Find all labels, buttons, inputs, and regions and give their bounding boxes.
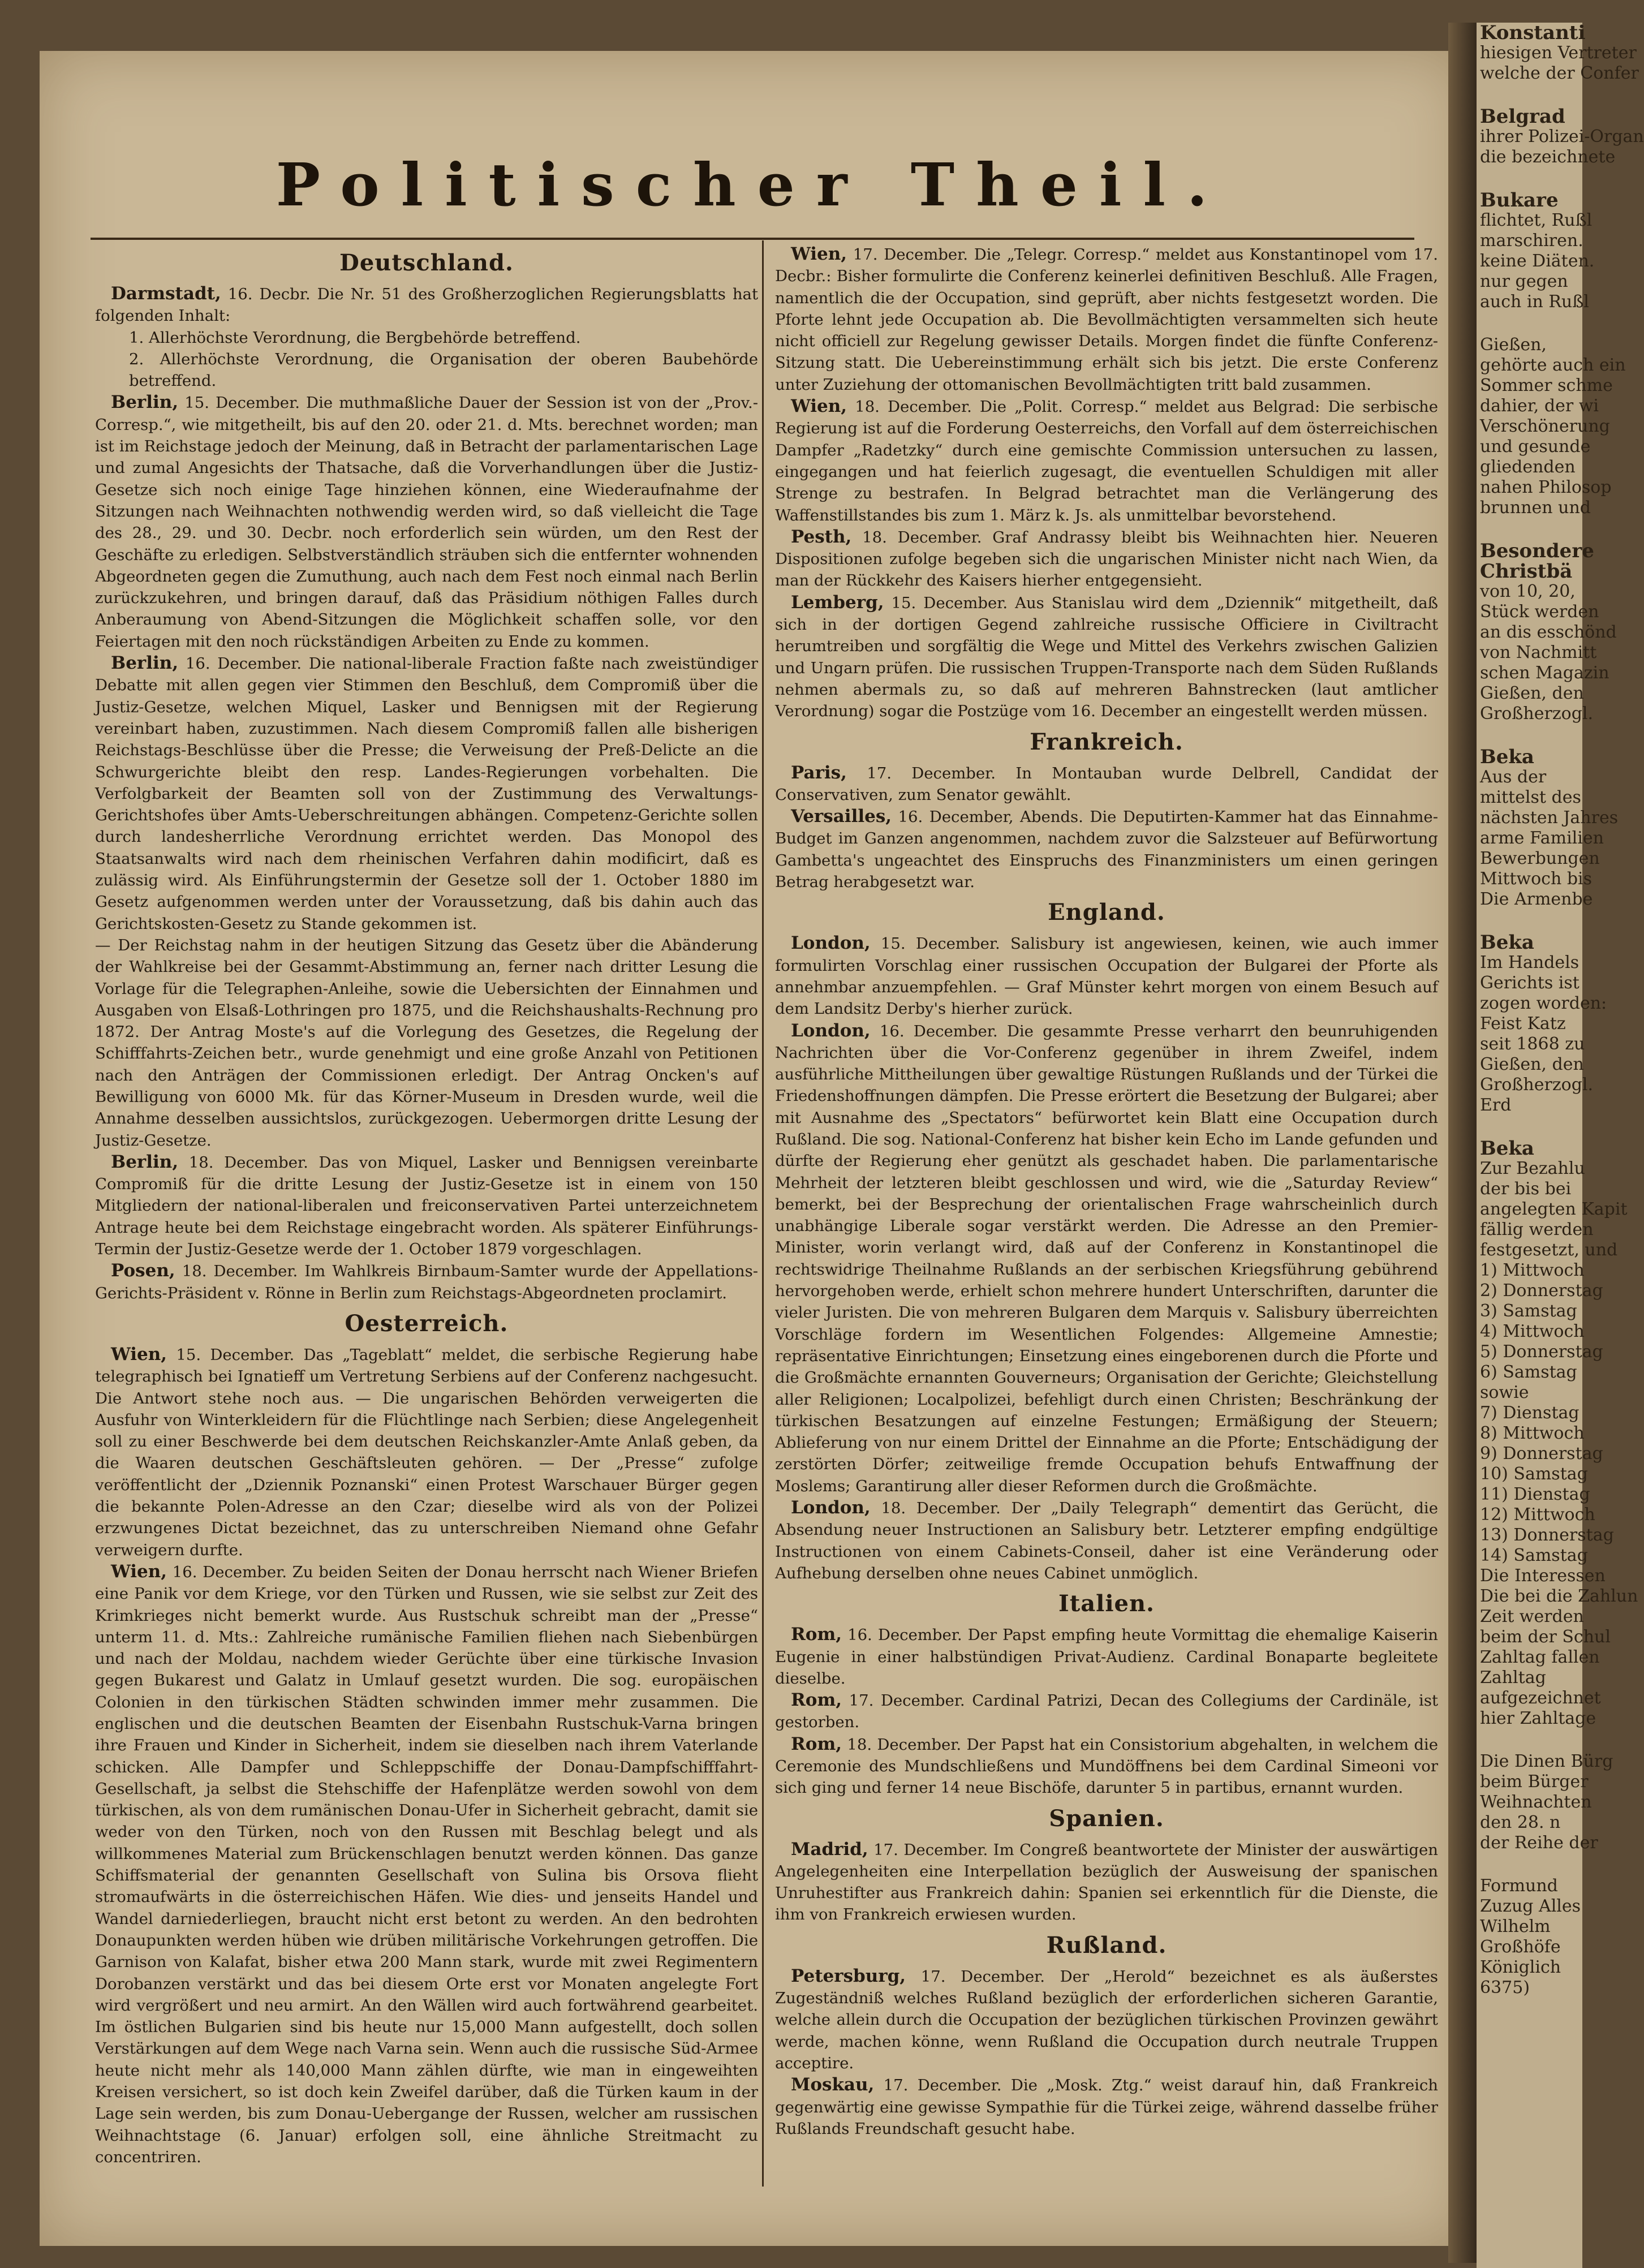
article-text: 16. December. Die national-liberale Fraction faßte nach zweistündiger Debatte mit allen gegen vier Stimmen den Beschluß, dem Compromiß über die Justiz-Gesetze, welchen Miquel, Lasker und Bennigsen mit der Regierung vereinbart haben, zuzustimmen. Nach diesem Compromiß fallen alle bisherigen Reichstags-Beschlüsse über die Presse; die Verweisung der Preß-Delicte an die Schwurgerichte bleibt den resp. Landes-Regierungen vorbehalten. Die Verfolgbarkeit der Beamten soll von der Zustimmung des Verwaltungs-Gerichtshofes über Amts-Ueberschreitungen abhängen. Competenz-Gerichte sollen durch landesherrliche Verordnung errichtet werden. Das Monopol des Staatsanwalts wird nach dem rheinischen Verfahren dahin modificirt, daß es zulässig wird. Als Einführungstermin der Gesetze soll der 1. October 1880 im Gesetz aufgenommen werden unter der Voraussetzung, daß bis dahin auch das Gerichtskosten-Gesetz zu Stande gekommen ist. [95,655,758,933]
adjacent-page-text: Aus der [1480,767,1547,787]
article-text: 16. December. Zu beiden Seiten der Donau herrscht nach Wiener Briefen eine Panik vor dem Kriege, vor den Türken und Russen, wie sie selbst zur Zeit des Krimkrieges nicht bemerkt wurde. Aus Rustschuk schreibt man der „Presse“ unterm 11. d. Mts.: Zahlreiche rumänische Familien fliehen nach Siebenbürgen und nach der Moldau, nachdem wieder Gerüchte über eine türkische Invasion gegen Bukarest und Galatz in Umlauf gesetzt wurden. Die sog. europäischen Colonien in den türkischen Städten schwinden immer mehr zusammen. Die englischen und die deutschen Beamten der Eisenbahn Rustschuk-Varna bringen ihre Frauen und Kinder in Sicherheit, indem sie dieselben nach ihrem Vaterlande schicken. Alle Dampfer und Schleppschiffe der Donau-Dampfschifffahrt-Gesellschaft, ja selbst die Stehschiffe der Hafenplätze werden sowohl von dem türkischen, als von dem rumänischen Donau-Ufer in Sicherheit gebracht, damit sie weder von den Türken, noch von den Russen mit Beschlag belegt und als willkommenes Material zum Brückenschlagen benutzt werden können. Das ganze Schiffsmaterial der genannten Gesellschaft von Sulina bis Orsova flieht stromaufwärts in die österreichischen Häfen. Wie dies- und jenseits Handel und Wandel darniederliegen, braucht nicht erst betont zu werden. An den bedrohten Donaupunkten werden hüben wie drüben militärische Vorkehrungen getroffen. Die Garnison von Kalafat, bisher etwa 200 Mann stark, wurde mit zwei Regimentern Dorobanzen verstärkt und das bei diesem Orte erst vor Monaten angelegte Fort wird vergrößert und neu armirt. An den Wällen wird auch fortwährend gearbeitet. Im östlichen Bulgarien sind bis heute nur 15,000 Mann aufgestellt, doch sollen Verstärkungen auf dem Wege nach Varna sein. Wenn auch die russische Süd-Armee heute nicht mehr als 140,000 Mann zählen dürfte, wie man in eingeweihten Kreisen versichert, so ist doch kein Zweifel darüber, daß die Türken kaum in der Lage sein werden, bis zum Donau-Uebergange der Russen, welcher am russischen Weihnachtstage (6. Januar) erfolgen soll, eine ähnliche Streitmacht zu concentriren. [95,1563,758,2166]
dateline-place: Darmstadt, [111,283,221,304]
adjacent-page-text: seit 1868 zu [1480,1034,1585,1054]
adjacent-page-text: von 10, 20, [1480,582,1576,601]
dateline-place: Paris, [791,762,847,783]
adjacent-page-text: 13) Donnerstag [1480,1525,1614,1545]
article-paragraph [775,526,1438,592]
adjacent-page-text: Gerichts ist [1480,973,1580,993]
article-paragraph [95,1561,758,2168]
adjacent-page-text: ihrer Polizei-Organ [1480,127,1644,147]
adjacent-page-text: zogen worden: [1480,993,1607,1013]
article-text: 17. December. Der „Herold“ bezeichnet es als äußerstes Zugeständniß welches Rußland bezüglich der erforderlichen sicheren Garantie, welche allein durch die Occupation der bezüglichen türkischen Provinzen gewährt werde, machen könne, wenn Rußland die Occupation durch neutrale Truppen acceptire. [775,1967,1438,2072]
adjacent-page-text: Beka [1480,1137,1534,1160]
article-text: 18. December. Der „Daily Telegraph“ dementirt das Gerücht, die Absendung neuer Instructionen an Salisbury betr. Letzterer empfing endgültige Instructionen von einem Cabinets-Conseil, daher ist eine Veränderung oder Aufhebung derselben ohne neues Cabinet unmöglich. [775,1499,1438,1582]
adjacent-page-text: Zuzug Alles [1480,1896,1581,1916]
adjacent-page-text: schen Magazin [1480,663,1609,683]
article-text: 18. December. Das von Miquel, Lasker und Bennigsen vereinbarte Compromiß für die dritte Lesung der Justiz-Gesetze ist in einem von 150 Mitgliedern der national-liberalen und freiconservativen Partei unterzeichnetem Antrage heute bei dem Reichstage eingebracht worden. Als späterer Einführungs-Termin der Justiz-Gesetze werde der 1. October 1879 vorgeschlagen. [95,1153,758,1259]
dateline-place: Lemberg, [791,592,884,613]
adjacent-page-text: Wilhelm [1480,1917,1551,1936]
adjacent-page-text: Zur Bezahlu [1480,1159,1585,1178]
adjacent-page-text: Beka [1480,931,1534,954]
dateline-place: Rom, [791,1690,842,1711]
adjacent-page-text: Gießen, [1480,335,1547,355]
article-paragraph [95,1260,758,1304]
adjacent-page-text: 4) Mittwoch [1480,1322,1585,1341]
adjacent-page-text: und gesunde [1480,437,1591,457]
article-text: 1. Allerhöchste Verordnung, die Bergbehörde betreffend. [129,328,581,347]
dateline-place: Berlin, [111,1151,179,1172]
adjacent-page-text: Konstanti [1480,21,1586,44]
column-divider [762,240,764,2187]
adjacent-page-text: Bukare [1480,189,1559,212]
adjacent-page-text: Verschönerung [1480,416,1610,436]
section-heading: Frankreich. [1030,728,1183,755]
article-text: 17. December. In Montauban wurde Delbrell, Candidat der Conservativen, zum Senator gewählt. [775,764,1438,804]
adjacent-page-text: Sommer schme [1480,376,1613,395]
adjacent-page-text: Großherzogl. [1480,704,1594,724]
adjacent-page-text: Zeit werden [1480,1607,1584,1626]
article-text: 2. Allerhöchste Verordnung, die Organisation der oberen Baubehörde betreffend. [129,350,758,390]
article-text: 17. December. Cardinal Patrizi, Decan des Collegiums der Cardinäle, ist gestorben. [775,1692,1438,1732]
adjacent-page-text: 10) Samstag [1480,1464,1588,1484]
article-paragraph [775,1497,1438,1584]
adjacent-page-text: flichtet, Rußl [1480,210,1593,230]
left-column [95,243,758,2168]
article-text: 16. December. Die gesammte Presse verharrt den beunruhigenden Nachrichten über die Vor-Conferenz gegenüber in ihrem Zweifel, indem ausführliche Mittheilungen über gewaltige Rüstungen Rußlands und der Türkei die Friedenshoffnungen dämpfen. Die Presse erörtert die Besetzung der Bulgarei; aber mit Ausnahme des „Spectators“ befürwortet kein Blatt eine Occupation durch Rußland. Die sog. National-Conferenz hat bisher kein Echo im Lande gefunden und dürfte der Regierung eher genützt als geschadet haben. Die parlamentarische Mehrheit der letzteren bleibt geschlossen und wird, wie die „Saturday Review“ bemerkt, bei der Besprechung der orientalischen Frage wahrscheinlich durch unabhängige Liberale sogar verstärkt werden. Die Adresse an den Premier-Minister, worin verlangt wird, daß auf der Conferenz in Konstantinopel die rechtswidrige Theilnahme Rußlands an der serbischen Kriegsführung gebührend hervorgehoben werde, erhielt schon mehrere hundert Unterschriften, darunter die vieler Juristen. Die von mehreren Bulgaren dem Marquis v. Salisbury überreichten Vorschläge fordern im Wesentlichen Folgendes: Allgemeine Amnestie; repräsentative Einrichtungen; Einsetzung eines eingeborenen durch die Pforte und die Großmächte ernannten Gouverneurs; Organisation der Gerichte; Gleichstellung aller Religionen; Localpolizei, befehligt durch einen Christen; Beschränkung der türkischen Besatzungen auf einzelne Festungen; Ermäßigung der Steuern; Ablieferung von nur einem Drittel der Einnahme an die Pforte; Entschädigung der zerstörten Dörfer; zeitweilige fremde Occupation behufs Entwaffnung der Moslems; Garantirung aller dieser Reformen durch die Großmächte. [775,1022,1438,1495]
adjacent-page-text: arme Familien [1480,828,1604,848]
article-paragraph [775,762,1438,806]
adjacent-page-text: Erd [1480,1095,1512,1115]
adjacent-page-text: sowie [1480,1383,1529,1402]
adjacent-page-text: keine Diäten. [1480,251,1595,271]
article-paragraph [95,935,758,1151]
adjacent-page-text: Im Handels [1480,953,1580,972]
dateline-place: Versailles, [791,806,892,827]
fragment-gap [1477,1116,1582,1138]
dateline-place: Pesth, [791,526,852,547]
article-text: 15. December. Das „Tageblatt“ meldet, die serbische Regierung habe telegraphisch bei Ignatieff um Vertretung Serbiens auf der Conferenz nachgesucht. Die Antwort stehe noch aus. — Die ungarischen Behörden verweigerten die Ausfuhr von Winterkleidern für die Flüchtlinge nach Serbien; diese Angelegenheit soll zu einer Beschwerde bei dem deutschen Reichskanzler-Amte Anlaß geben, da die Waaren deutschen Geschäftsleuten gehören. — Der „Presse“ zufolge veröffentlicht der „Dziennik Poznanski“ einen Protest Warschauer Bürger gegen die bekannte Polen-Adresse an den Czar; dieselbe wird als von der Polizei erzwungenes Dictat bezeichnet, das zu unterschreiben Niemand ohne Gefahr verweigern durfte. [95,1345,758,1559]
article-paragraph [775,243,1438,395]
adjacent-page-text: mittelst des [1480,787,1581,807]
dateline-place: Wien, [791,396,847,417]
adjacent-page-text: hiesigen Vertreter [1480,43,1637,63]
article-text: 15. December. Die muthmaßliche Dauer der Session ist von der „Prov.-Corresp.“, wie mitgetheilt, bis auf den 20. oder 21. d. Mts. berechnet worden; man ist im Reichstage jedoch der Meinung, daß in Betracht der parlamentarischen Lage und zumal Angesichts der Thatsache, daß die Vorverhandlungen über die Justiz-Gesetze sich noch einige Tage hinziehen können, eine Wiederaufnahme der Sitzungen nach Weihnachten nothwendig werden wird, so daß vielleicht die Tage des 28., 29. und 30. Decbr. noch erforderlich sein würden, um den Rest der Geschäfte zu erledigen. Selbstverständlich sträuben sich die entfernter wohnenden Abgeordneten gegen die Zumuthung, auch nach dem Fest noch einmal nach Berlin zurückzukehren, und bringen darauf, daß das Präsidium nöthigen Falles durch Anberaumung von Abend-Sitzungen die Möglichkeit schaffen solle, vor den Feiertagen mit den noch rückständigen Arbeiten zu Ende zu kommen. [95,394,758,651]
fragment-gap [1477,1853,1582,1876]
adjacent-page-text: Zahltag [1480,1668,1546,1688]
dateline-place: Madrid, [791,1839,868,1860]
adjacent-page-text: gehörte auch ein [1480,355,1626,375]
adjacent-page-text: von Nachmitt [1480,643,1597,662]
article-text: 16. December, Abends. Die Deputirten-Kammer hat das Einnahme-Budget im Ganzen angenommen, nachdem zuvor die Salzsteuer auf Befürwortung Gambetta's ungeachtet des Einspruchs des Finanzministers um einen geringen Betrag herabgesetzt war. [775,808,1438,892]
adjacent-page-text: dahier, der wi [1480,396,1599,416]
adjacent-page-text: hier Zahltage [1480,1708,1596,1728]
adjacent-page-fragment [1477,21,1644,2268]
article-paragraph [775,1020,1438,1497]
article-paragraph [775,1733,1438,1799]
article-text: 15. December. Aus Stanislau wird dem „Dziennik“ mitgetheilt, daß sich in der dortigen Gegend zahlreiche russische Officiere in Civiltracht herumtreiben und sorgfältig die Wege und Mittel des Verkehrs zwischen Galizien und Ungarn prüfen. Die russischen Truppen-Transporte nach dem Süden Rußlands nehmen abermals zu, so daß auf mehreren Bahnstrecken (laut amtlicher Verordnung) sogar die Postzüge vom 16. December an eingestellt werden müssen. [775,593,1438,721]
article-text: 17. December. Im Congreß beantwortete der Minister der auswärtigen Angelegenheiten eine Interpellation bezüglich der Ausweisung der spanischen Unruhestifter aus Frankreich dahin: Spanien sei erkenntlich für die Dienste, die ihm von Frankreich erwiesen wurden. [775,1840,1438,1924]
adjacent-page-text: nahen Philosop [1480,477,1612,497]
adjacent-page-text: Belgrad [1480,105,1565,128]
adjacent-page-text: 6) Samstag [1480,1362,1577,1382]
adjacent-page-text: 6375) [1480,1978,1530,1998]
adjacent-page-text: 2) Donnerstag [1480,1281,1603,1301]
adjacent-page-text: beim Bürger [1480,1772,1589,1792]
dateline-place: Rom, [791,1624,842,1645]
adjacent-page-text: die bezeichnete [1480,147,1616,167]
adjacent-page-text: gliedenden [1480,457,1576,477]
adjacent-page-text: 14) Samstag [1480,1546,1588,1565]
dateline-place: London, [791,1497,871,1518]
adjacent-page-text: 9) Donnerstag [1480,1444,1603,1464]
adjacent-page-text: brunnen und [1480,498,1591,518]
adjacent-page-text: nur gegen [1480,272,1568,291]
adjacent-page-text: aufgezeichnet [1480,1688,1601,1708]
dateline-place: Berlin, [111,392,179,413]
article-paragraph [95,327,758,348]
article-text: 17. December. Die „Telegr. Corresp.“ meldet aus Konstantinopel vom 17. Decbr.: Bisher formulirte die Conferenz keinerlei definitiven Beschluß. Alle Fragen, namentlich die der Occupation, sind geprüft, aber nichts festgesetzt worden. Die Pforte lehnt jede Occupation ab. Die Bevollmächtigten versammelten sich heute nicht officiell zur Regelung gewisser Details. Morgen findet die fünfte Conferenz-Sitzung statt. Die Uebereinstimmung erhält sich bis jetzt. Die erste Conferenz unter Zuziehung der ottomanischen Bevollmächtigten tritt bald zusammen. [775,246,1438,394]
page-title: Politischer Theil. [276,150,1229,220]
article-paragraph [95,652,758,935]
adjacent-page-text: Bewerbungen [1480,849,1600,868]
header-divider [91,238,1414,240]
adjacent-page-text: fällig werden [1480,1220,1594,1240]
adjacent-page-text: der Reihe der [1480,1833,1598,1853]
article-text: 15. December. Salisbury ist angewiesen, keinen, wie auch immer formulirten Vorschlag einer russischen Occupation der Bulgarei der Pforte als annehmbar anzuempfehlen. — Graf Münster kehrt morgen von einem Besuch auf dem Landsitz Derby's hierher zurück. [775,935,1438,1018]
adjacent-page-text: Formund [1480,1876,1558,1896]
adjacent-page-text: der bis bei [1480,1179,1572,1199]
adjacent-page-text: Königlich [1480,1957,1561,1977]
article-paragraph [775,1965,1438,2074]
article-paragraph [775,1689,1438,1733]
fragment-gap [1477,167,1582,190]
adjacent-page-text: Die Dinen Bürg [1480,1751,1613,1771]
article-text: 16. December. Der Papst empfing heute Vormittag die ehemalige Kaiserin Eugenie in einer halbstündigen Privat-Audienz. Cardinal Bonaparte begleitete dieselbe. [775,1626,1438,1688]
dateline-place: Rom, [791,1733,842,1754]
adjacent-page-text: Besondere [1480,540,1594,562]
section-heading: England. [1048,899,1165,926]
article-text: 18. December. Graf Andrassy bleibt bis Weihnachten hier. Neueren Dispositionen zufolge begeben sich die ungarischen Minister nicht nach Wien, da man der Rückkehr des Kaisers hierher entgegensieht. [775,528,1438,590]
section-heading: Italien. [1058,1590,1155,1617]
dateline-place: Berlin, [111,653,179,674]
fragment-gap [1477,518,1582,541]
adjacent-page-text: Die Interessen [1480,1566,1606,1586]
adjacent-page-text: angelegten Kapit [1480,1199,1628,1219]
section-heading: Oesterreich. [345,1310,509,1337]
article-text: 18. December. Die „Polit. Corresp.“ meldet aus Belgrad: Die serbische Regierung ist auf die Forderung Oesterreichs, den Vorfall auf dem österreichischen Dampfer „Radetzky“ durch eine gemischte Commission untersuchen zu lassen, eingegangen und hat feierlich zugesagt, die eventuellen Schuldigen mit aller Strenge zu bestrafen. In Belgrad betrachtet man die Verlängerung des Waffenstillstandes bis zum 1. März k. Js. als unmittelbar bevorstehend. [775,398,1438,524]
dateline-place: Petersburg, [791,1965,906,1986]
adjacent-page-text: 8) Mittwoch [1480,1423,1585,1443]
dateline-place: Moskau, [791,2075,875,2095]
dateline-place: Wien, [111,1344,167,1365]
article-paragraph [95,1344,758,1561]
adjacent-page-text: Beka [1480,746,1534,768]
adjacent-page-text: Gießen, den [1480,1055,1584,1074]
adjacent-page-text: welche der Confer [1480,63,1639,83]
fragment-gap [1477,84,1582,106]
article-text: — Der Reichstag nahm in der heutigen Sitzung das Gesetz über die Abänderung der Wahlkreise bei der Gesammt-Abstimmung an, ferner nach dritter Lesung die Vorlage für die Telegraphen-Anleihe, sowie die Uebersichten der Einnahmen und Ausgaben von Elsaß-Lothringen pro 1875, und die Reichshaushalts-Rechnung pro 1872. Der Antrag Moste's auf die Vorlegung des Gesetzes, die Regelung der Schifffahrts-Zeichen betr., wurde genehmigt und eine große Anzahl von Petitionen nach den Anträgen der Commissionen erledigt. Der Antrag Oncken's auf Bewilligung von 6000 Mk. für das Körner-Museum in Dresden wurde, weil die Annahme desselben aussichtslos, zurückgezogen. Uebermorgen dritte Lesung der Justiz-Gesetze. [95,936,758,1150]
newspaper-page [40,51,1465,2246]
article-paragraph [775,932,1438,1019]
adjacent-page-text: nächsten Jahres [1480,808,1619,828]
adjacent-page-text: beim der Schul [1480,1627,1611,1647]
adjacent-page-text: 7) Dienstag [1480,1403,1580,1423]
fragment-gap [1477,1729,1582,1751]
article-text: 18. December. Der Papst hat ein Consistorium abgehalten, in welchem die Ceremonie des Mundschließens und Mundöffnens bei dem Cardinal Simeoni vor sich ging und ferner 14 neue Bischöfe, darunter 5 in partibus, ernannt wurden. [775,1735,1438,1797]
dateline-place: Posen, [111,1260,175,1281]
adjacent-page-text: den 28. n [1480,1813,1561,1832]
article-paragraph [775,2074,1438,2140]
dateline-place: London, [791,933,871,954]
section-heading: Spanien. [1049,1805,1164,1832]
adjacent-page-text: Christbä [1480,560,1573,583]
article-paragraph [95,348,758,392]
fragment-gap [1477,724,1582,747]
article-paragraph [95,283,758,327]
adjacent-page-text: Zahltag fallen [1480,1647,1600,1667]
section-heading: Deutschland. [339,249,514,276]
article-text: 17. December. Die „Mosk. Ztg.“ weist darauf hin, daß Frankreich gegenwärtig eine gewisse Sympathie für die Türkei zeige, während dasselbe früher Rußlands Freundschaft gesucht habe. [775,2076,1438,2138]
article-paragraph [95,1151,758,1260]
article-paragraph [775,806,1438,893]
fragment-gap [1477,312,1582,335]
adjacent-page-text: Die Armenbe [1480,889,1593,909]
adjacent-page-text: Die bei die Zahlun [1480,1586,1638,1606]
adjacent-page-text: Stück werden [1480,602,1599,622]
article-paragraph [775,395,1438,526]
adjacent-page-text: auch in Rußl [1480,292,1589,312]
article-text: 16. Decbr. Die Nr. 51 des Großherzoglichen Regierungsblatts hat folgenden Inhalt: [95,285,758,325]
adjacent-page-text: 1) Mittwoch [1480,1260,1585,1280]
adjacent-page-text: Großherzogl. [1480,1075,1594,1095]
adjacent-page-text: Gießen, den [1480,683,1584,703]
adjacent-page-text: marschiren. [1480,231,1583,251]
adjacent-page-text: 12) Mittwoch [1480,1505,1595,1525]
dateline-place: Wien, [111,1561,167,1582]
adjacent-page-text: an dis esschönd [1480,622,1617,642]
article-paragraph [775,1624,1438,1689]
dateline-place: London, [791,1020,871,1041]
adjacent-page-text: Feist Katz [1480,1014,1566,1034]
article-paragraph [775,1839,1438,1926]
article-text: 18. December. Im Wahlkreis Birnbaum-Samter wurde der Appellations-Gerichts-Präsident v. Rönne in Berlin zum Reichstags-Abgeordneten proclamirt. [95,1262,758,1302]
article-paragraph [775,592,1438,722]
adjacent-page-text: Mittwoch bis [1480,869,1593,889]
adjacent-page-text: festgesetzt, und [1480,1240,1618,1260]
adjacent-page-text: 5) Donnerstag [1480,1342,1603,1362]
right-column [775,243,1438,2140]
fragment-gap [1477,910,1582,932]
adjacent-page-text: Weihnachten [1480,1792,1592,1812]
article-paragraph [95,391,758,652]
section-heading: Rußland. [1046,1931,1167,1959]
dateline-place: Wien, [791,244,847,264]
adjacent-page-text: Großhöfe [1480,1937,1561,1957]
adjacent-page-text: 11) Dienstag [1480,1484,1590,1504]
adjacent-page-text: 3) Samstag [1480,1301,1577,1321]
